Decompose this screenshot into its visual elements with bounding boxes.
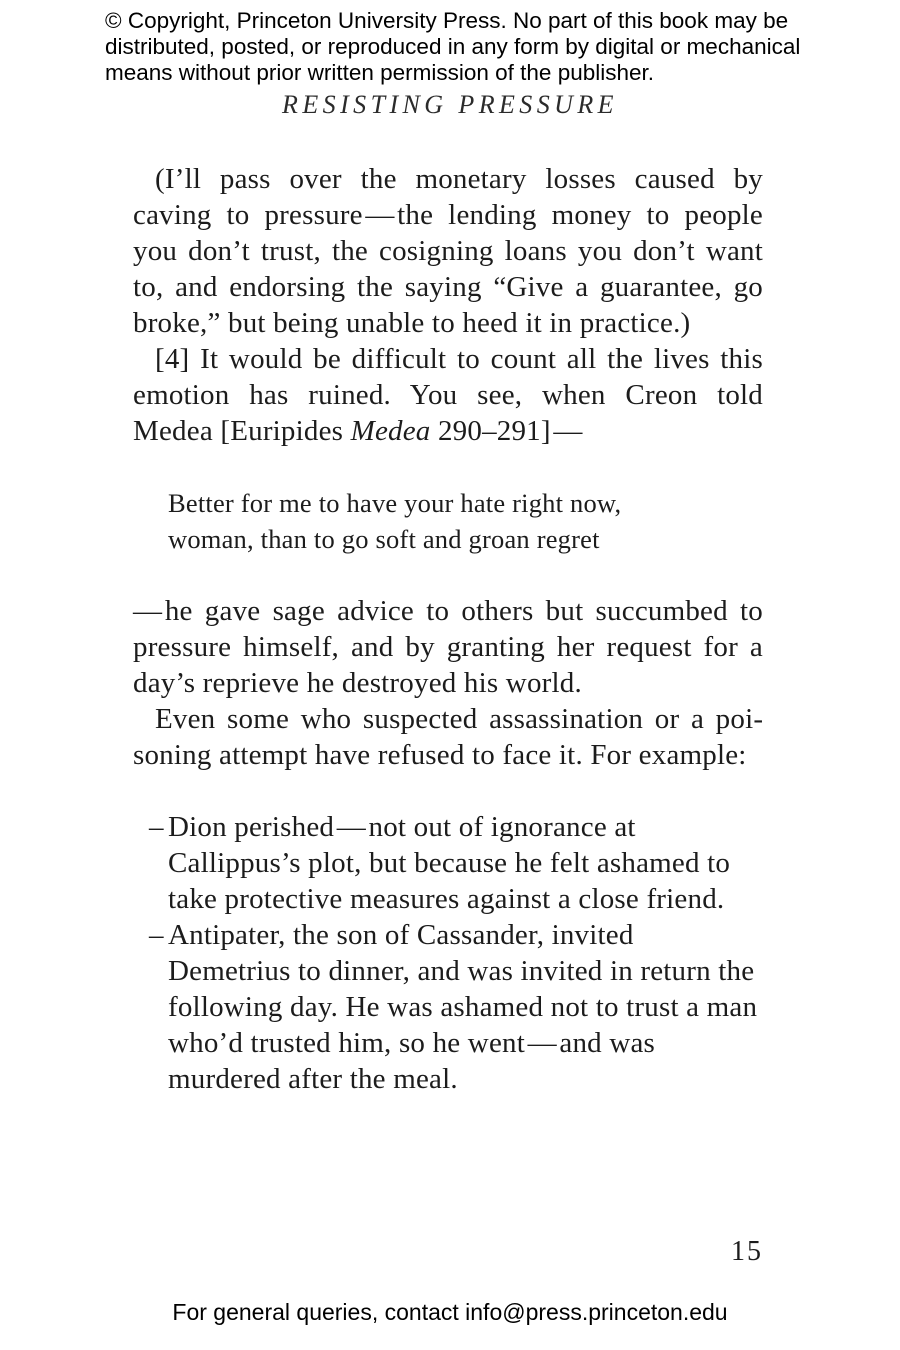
quote-line-2: woman, than to go soft and groan regret — [168, 524, 600, 554]
dash-marker: – — [149, 811, 164, 843]
running-head: RESISTING PRESSURE — [282, 90, 618, 119]
page-body — [133, 161, 763, 1097]
dash-marker: – — [149, 919, 164, 951]
paragraph-creon-text: [4] It would be difficult to count all the lives this emotion has ruined. You see, when Creon told Medea [Euripides — [133, 343, 763, 447]
paragraph-even-some: Even some who suspected assassination or a poisoning attempt have refused to face it. For example: — [133, 703, 763, 771]
list-item-antipater — [133, 917, 763, 1097]
paragraph-creon-medea — [133, 341, 763, 449]
paragraph-creon-citation: 290–291] — — [430, 415, 583, 447]
paragraph-monetary-losses: (I’ll pass over the monetary losses caused by caving to pressure — the lending money to people you don’t trust, the cosigning loans you don’t want to, and endorsing the saying “Give a guarantee, go broke,” but being unable to heed it in practice.) — [133, 163, 763, 339]
verse-quote — [168, 485, 763, 557]
copyright-line-3: means without prior written permission of the publisher. — [105, 60, 655, 85]
quote-line-1: Better for me to have your hate right now, — [168, 488, 622, 518]
list-item-dion — [133, 809, 763, 917]
book-title-medea: Medea — [350, 415, 431, 447]
footer-queries: For general queries, contact info@press.princeton.edu — [172, 1299, 728, 1325]
copyright-notice — [105, 8, 815, 86]
examples-list — [133, 809, 763, 1097]
list-item-dion-text: Dion perished — not out of ignorance at Callippus’s plot, but because he felt ashamed to take protective measures against a close friend. — [168, 811, 731, 915]
copyright-line-1: © Copyright, Princeton University Press. No part of this book may be — [105, 8, 789, 33]
list-item-antipater-text: Antipater, the son of Cassander, invited Demetrius to dinner, and was invited in return the following day. He was ashamed not to trust a man who’d trusted him, so he went — and was murdered after the meal. — [168, 919, 758, 1095]
copyright-line-2: distributed, posted, or reproduced in any form by digital or mechanical — [105, 34, 801, 59]
page-number: 15 — [731, 1236, 763, 1267]
paragraph-sage-advice: — he gave sage advice to others but succumbed to pressure himself, and by granting her request for a day’s reprieve he destroyed his world. — [133, 595, 763, 699]
